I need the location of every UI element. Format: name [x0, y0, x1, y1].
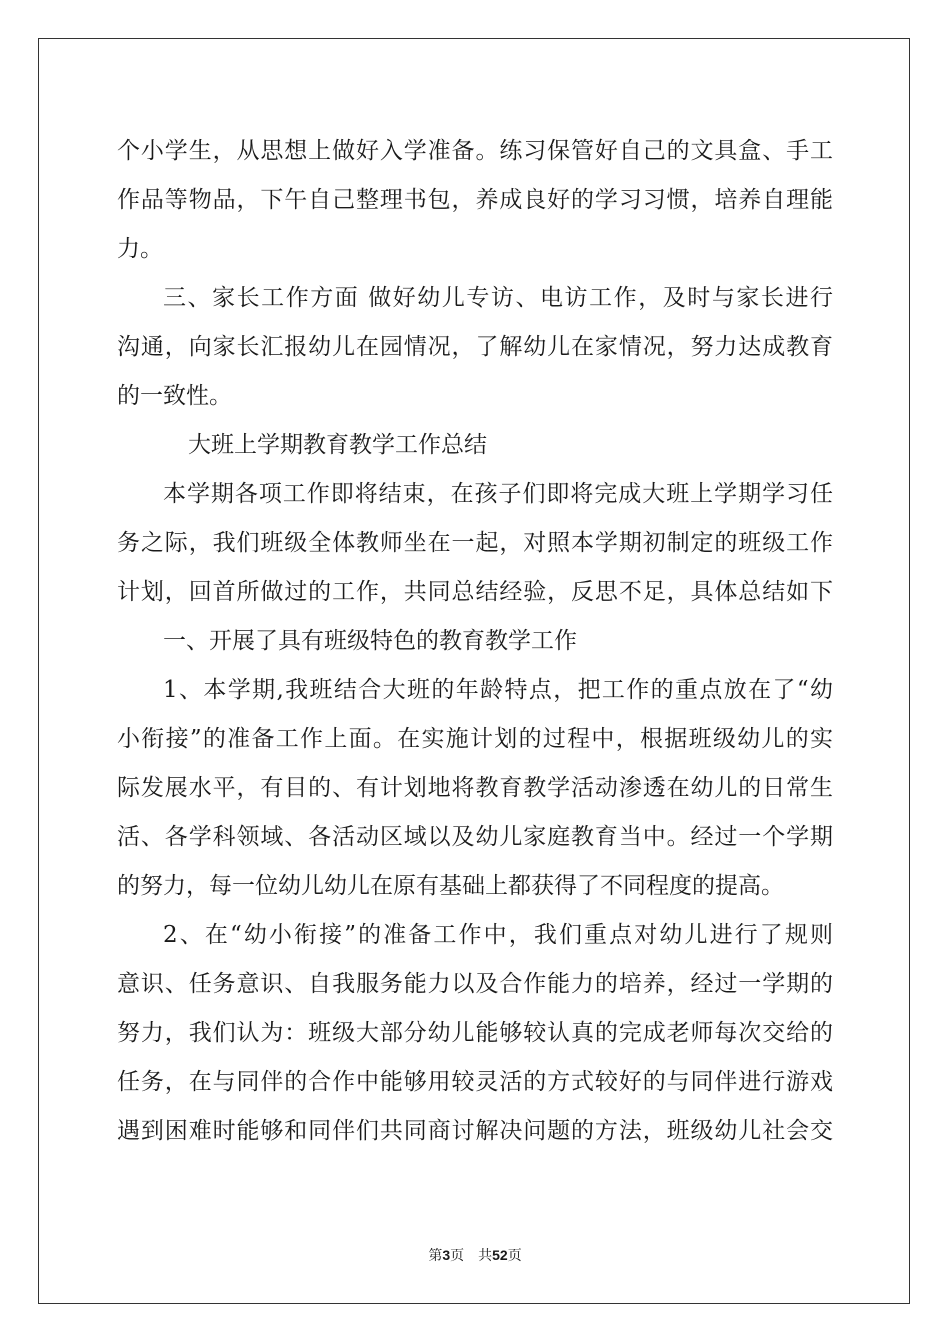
body-line: 小衔接”的准备工作上面。在实施计划的过程中，根据班级幼儿的实 — [117, 726, 833, 752]
section-heading-line: 一、开展了具有班级特色的教育教学工作 — [163, 628, 577, 654]
body-line: 力。 — [117, 236, 163, 262]
body-line: 意识、任务意识、自我服务能力以及合作能力的培养，经过一学期的 — [117, 971, 833, 997]
body-line: 本学期各项工作即将结束，在孩子们即将完成大班上学期学习任 — [163, 481, 833, 507]
body-line: 任务，在与同伴的合作中能够用较灵活的方式较好的与同伴进行游戏 — [117, 1069, 833, 1095]
body-line: 际发展水平，有目的、有计划地将教育教学活动渗透在幼儿的日常生 — [117, 775, 833, 801]
page-current: 3 — [442, 1247, 451, 1263]
body-line: 作品等物品，下午自己整理书包，养成良好的学习习惯，培养自理能 — [117, 187, 833, 213]
body-line: 计划，回首所做过的工作，共同总结经验，反思不足，具体总结如下 — [117, 579, 833, 605]
section-heading-line: 三、家长工作方面 做好幼儿专访、电访工作，及时与家长进行 — [163, 285, 833, 311]
document-title: 大班上学期教育教学工作总结 — [188, 432, 487, 458]
total-prefix: 共 — [478, 1248, 493, 1264]
body-line: 的努力，每一位幼儿幼儿在原有基础上都获得了不同程度的提高。 — [117, 873, 784, 899]
body-line: 的一致性。 — [117, 383, 232, 409]
total-unit: 页 — [507, 1248, 522, 1264]
body-line: 1、本学期,我班结合大班的年龄特点，把工作的重点放在了“幼 — [163, 677, 833, 703]
page-prefix: 第 — [428, 1248, 443, 1264]
body-line: 活、各学科领域、各活动区域以及幼儿家庭教育当中。经过一个学期 — [117, 824, 833, 850]
body-line: 务之际，我们班级全体教师坐在一起，对照本学期初制定的班级工作 — [117, 530, 833, 556]
page-unit: 页 — [450, 1248, 465, 1264]
page-total: 52 — [492, 1247, 508, 1263]
body-line: 遇到困难时能够和同伴们共同商讨解决问题的方法，班级幼儿社会交 — [117, 1118, 833, 1144]
page-footer — [0, 1246, 950, 1265]
body-line: 努力，我们认为：班级大部分幼儿能够较认真的完成老师每次交给的 — [117, 1020, 833, 1046]
body-line: 2、在“幼小衔接”的准备工作中，我们重点对幼儿进行了规则 — [163, 922, 833, 948]
body-line: 个小学生，从思想上做好入学准备。练习保管好自己的文具盒、手工 — [117, 138, 833, 164]
body-line: 沟通，向家长汇报幼儿在园情况，了解幼儿在家情况，努力达成教育 — [117, 334, 833, 360]
document-body — [117, 127, 833, 1156]
